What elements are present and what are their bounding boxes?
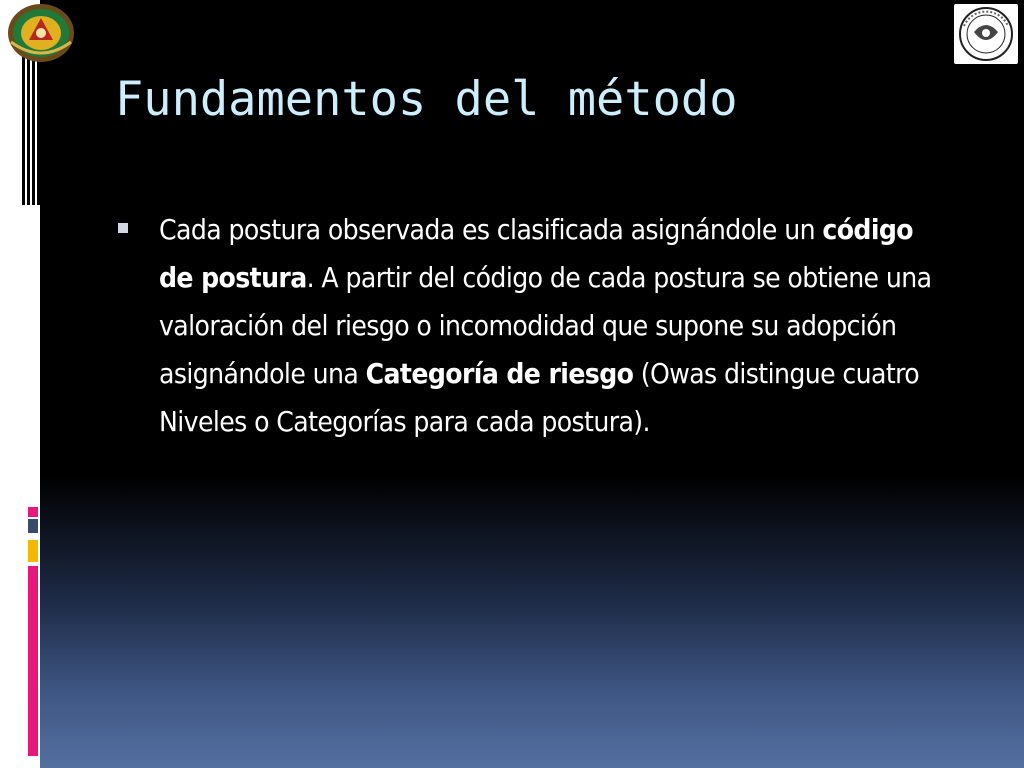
faculty-seal-logo <box>954 4 1018 64</box>
accent-bar-pink-small <box>28 507 38 517</box>
slide-content <box>118 208 958 446</box>
bullet-text-part-3: (Owas distingue cuatro Niveles o Categorías para cada postura). <box>159 357 920 438</box>
bullet-bold-codigo-de-postura: código de postura <box>159 213 913 294</box>
university-crest-logo <box>5 2 77 64</box>
slide-title: Fundamentos del método <box>115 72 738 127</box>
bullet-text-part-2: . A partir del código de cada postura se obtiene una valoración del riesgo o incomodidad que supone su adopción asignándole una <box>159 261 932 390</box>
accent-bar-pink-long <box>28 566 38 756</box>
square-bullet-icon <box>118 223 128 233</box>
barcode-stripes <box>22 55 40 205</box>
bullet-item <box>118 208 958 446</box>
bullet-text <box>159 206 949 446</box>
left-decorative-strip <box>0 0 40 768</box>
accent-bar-yellow <box>28 540 38 562</box>
bullet-text-part-1: Cada postura observada es clasificada asignándole un <box>159 213 823 246</box>
bullet-bold-categoria-de-riesgo: Categoría de riesgo <box>365 357 634 390</box>
accent-bar-slate <box>28 519 38 533</box>
